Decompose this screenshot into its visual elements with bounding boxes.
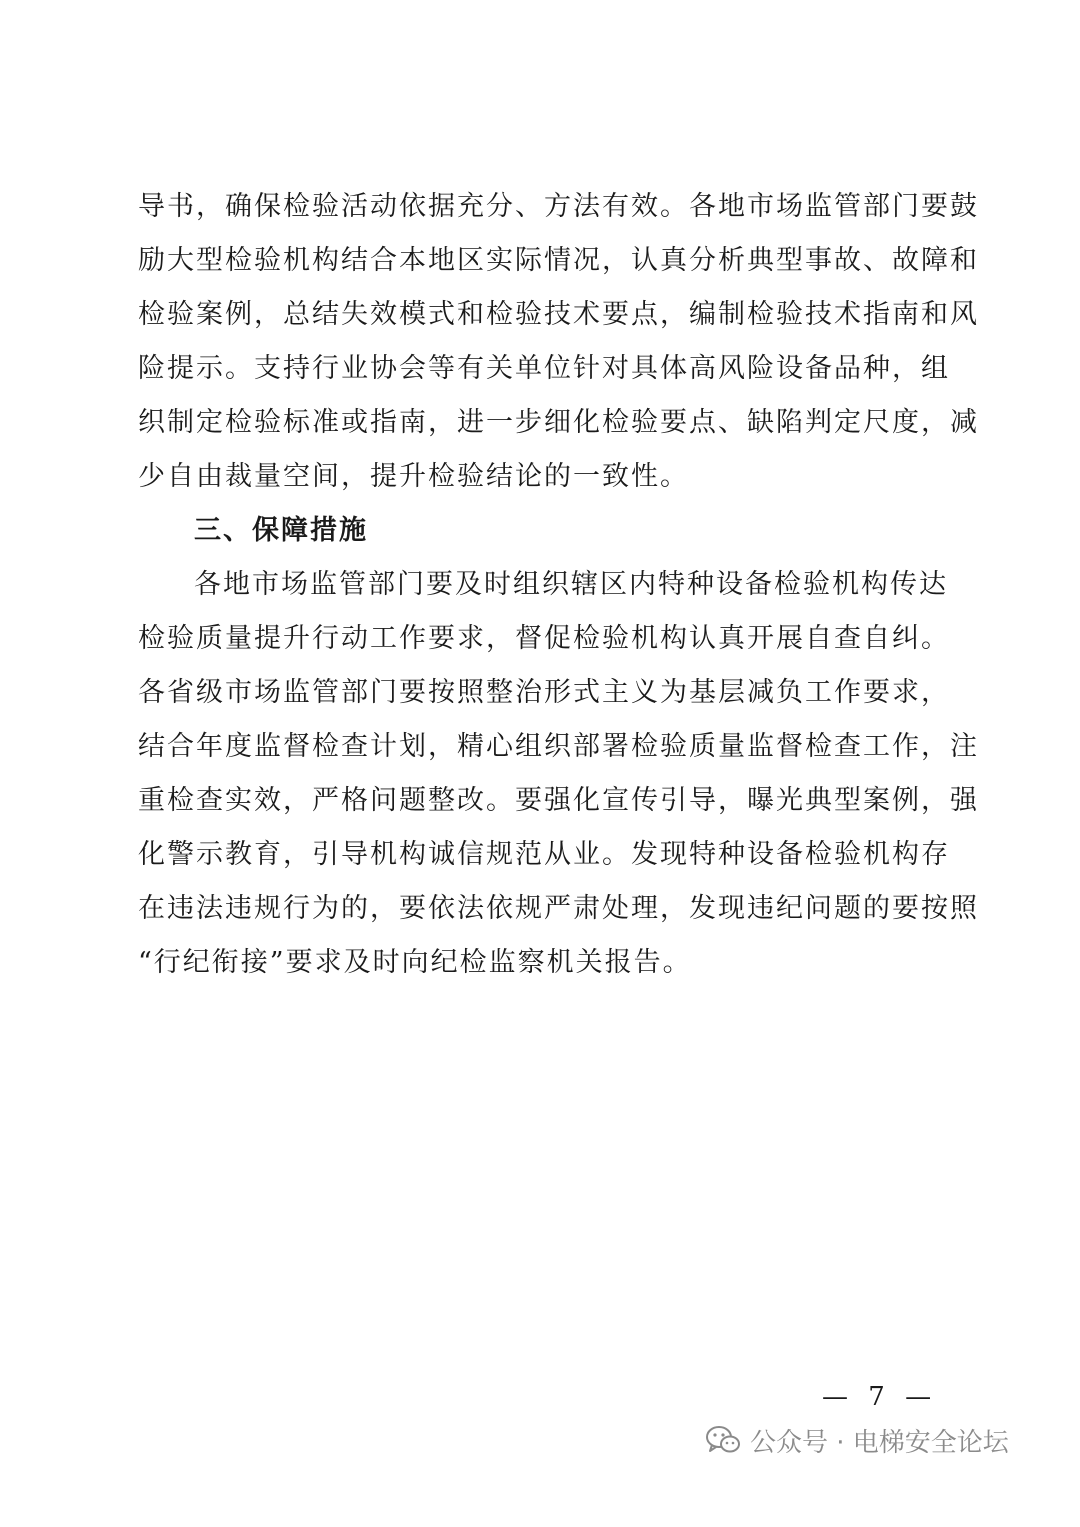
wechat-icon <box>706 1425 740 1455</box>
text-line: 励大型检验机构结合本地区实际情况，认真分析典型事故、故障和 <box>138 245 979 276</box>
watermark-text: 公众号 · 电梯安全论坛 <box>750 1427 1009 1458</box>
text-line: 化警示教育，引导机构诚信规范从业。发现特种设备检验机构存 <box>138 839 950 870</box>
text-line: 各地市场监管部门要及时组织辖区内特种设备检验机构传达 <box>194 569 948 600</box>
text-line: 结合年度监督检查计划，精心组织部署检验质量监督检查工作，注 <box>138 731 979 762</box>
paragraph <box>138 558 979 990</box>
page-number: — 7 — <box>822 1382 938 1412</box>
document-body <box>138 180 979 990</box>
text-line: 检验质量提升行动工作要求，督促检验机构认真开展自查自纠。 <box>138 623 950 654</box>
text-line: 重检查实效，严格问题整改。要强化宣传引导，曝光典型案例，强 <box>138 785 979 816</box>
text-line: 各省级市场监管部门要按照整治形式主义为基层减负工作要求， <box>138 677 950 708</box>
text-line: 在违法违规行为的，要依法依规严肃处理，发现违纪问题的要按照 <box>138 893 979 924</box>
text-line: 少自由裁量空间，提升检验结论的一致性。 <box>138 461 689 492</box>
watermark <box>706 1420 1009 1460</box>
text-line: 织制定检验标准或指南，进一步细化检验要点、缺陷判定尺度，减 <box>138 407 979 438</box>
text-line: 检验案例，总结失效模式和检验技术要点，编制检验技术指南和风 <box>138 299 979 330</box>
text-line: “行纪衔接”要求及时向纪检监察机关报告。 <box>138 947 692 978</box>
section-heading: 三、保障措施 <box>194 515 368 546</box>
paragraph <box>138 180 979 504</box>
text-line: 险提示。支持行业协会等有关单位针对具体高风险设备品种，组 <box>138 353 950 384</box>
text-line: 导书，确保检验活动依据充分、方法有效。各地市场监管部门要鼓 <box>138 191 979 222</box>
